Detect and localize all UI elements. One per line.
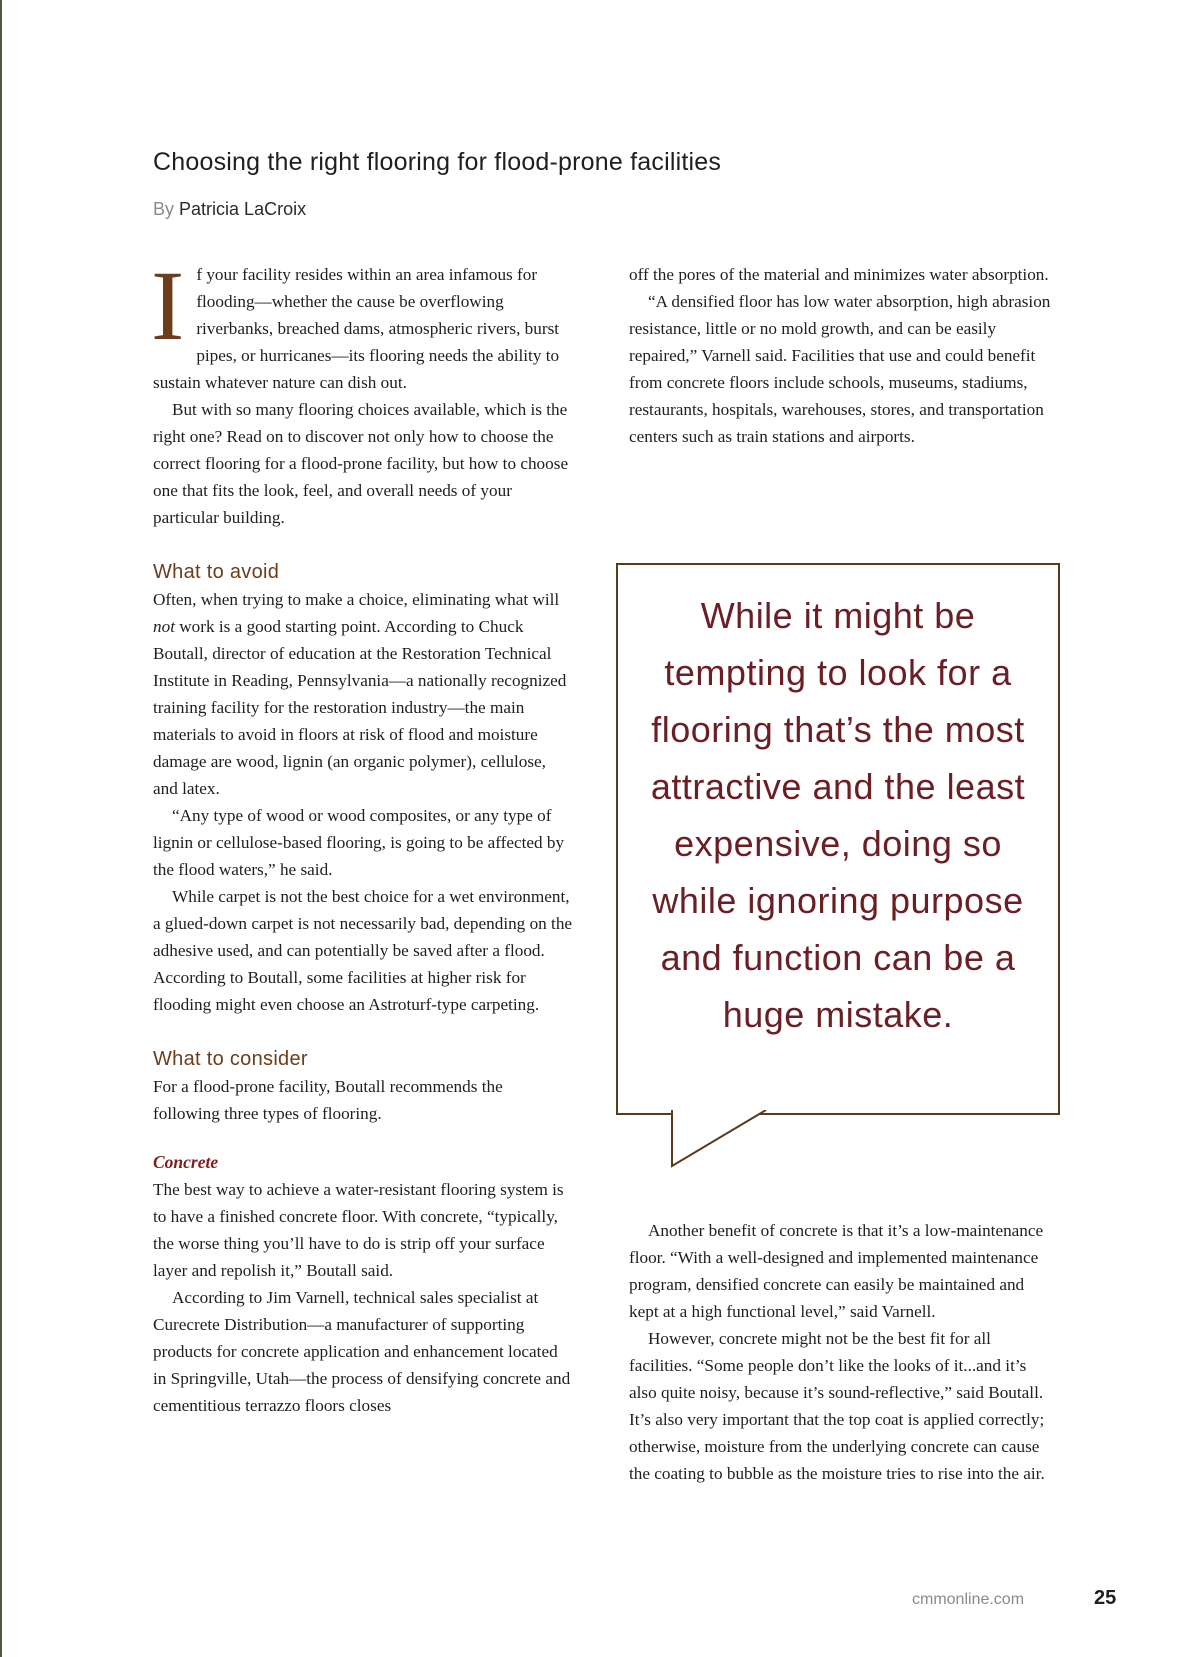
concrete-paragraph-1: The best way to achieve a water-resistant flooring system is to have a finished concrete floor. With concrete, “typically, the worse thing you’ll have to do is strip off your surface layer and repolish it,” Boutall said. <box>153 1180 564 1280</box>
intro-paragraph-1-text: f your facility resides within an area infamous for flooding—whether the cause be overflowing riverbanks, breached dams, atmospheric rivers, burst pipes, or hurricanes—its flooring needs the ability to sustain whatever nature can dish out. <box>153 265 560 392</box>
intro-paragraph-2: But with so many flooring choices available, which is the right one? Read on to discover not only how to choose the correct flooring for a flood-prone facility, but how to choose one that fits the look, feel, and overall needs of your particular building. <box>153 400 569 527</box>
pull-quote-tail <box>666 1110 786 1170</box>
concrete-paragraph-2: According to Jim Varnell, technical sales specialist at Curecrete Distribution—a manufacturer of supporting products for concrete application and enhancement located in Springville, Utah—the process of densifying concrete and cementitious terrazzo floors closes <box>153 1288 571 1415</box>
right-paragraph-1: off the pores of the material and minimizes water absorption. <box>629 265 1049 284</box>
intro-paragraph-1 <box>151 250 573 396</box>
right-column-bottom <box>629 1217 1054 1487</box>
right-paragraph-3: Another benefit of concrete is that it’s a low-maintenance floor. “With a well-designed and implemented maintenance program, densified concrete can easily be maintained and kept at a high functional level,” said Varnell. <box>629 1221 1044 1321</box>
byline <box>153 199 306 220</box>
avoid-paragraph-3: While carpet is not the best choice for a wet environment, a glued-down carpet is not necessarily bad, depending on the adhesive used, and can potentially be saved after a flood. According to Boutall, some facilities at higher risk for flooding might even choose an Astroturf-type carpeting. <box>153 887 573 1014</box>
byline-prefix: By <box>153 199 175 219</box>
author-name: Patricia LaCroix <box>179 199 307 219</box>
pull-quote-text: While it might be tempting to look for a flooring that’s the most attractive and the least expensive, doing so while ignoring purpose and function can be a huge mistake. <box>650 595 1026 1035</box>
emphasis-not: not <box>153 617 175 636</box>
avoid-paragraph-2: “Any type of wood or wood composites, or any type of lignin or cellulose-based flooring, is going to be affected by the flood waters,” he said. <box>153 806 565 879</box>
article-title: Choosing the right flooring for flood-prone facilities <box>153 148 722 176</box>
right-column-top <box>629 261 1054 450</box>
right-paragraph-4: However, concrete might not be the best fit for all facilities. “Some people don’t like the looks of it...and it’s also quite noisy, because it’s sound-reflective,” said Boutall. It’s also very important that the top coat is applied correctly; otherwise, moisture from the underlying concrete can cause the coating to bubble as the moisture tries to rise into the air. <box>629 1329 1045 1483</box>
avoid-paragraph-1-part-b: work is a good starting point. According to Chuck Boutall, director of education at the Restoration Technical Institute in Reading, Pennsylvania—a nationally recognized training facility for the restoration industry—the main materials to avoid in floors at risk of flood and moisture damage are wood, lignin (an organic polymer), cellulose, and latex. <box>153 617 567 798</box>
heading-concrete: Concrete <box>153 1152 219 1172</box>
heading-what-to-consider: What to consider <box>153 1048 308 1070</box>
right-paragraph-2: “A densified floor has low water absorption, high abrasion resistance, little or no mold growth, and can be easily repaired,” Varnell said. Facilities that use and could benefit from concrete floors include schools, museums, stadiums, restaurants, hospitals, warehouses, stores, and transportation centers such as train stations and airports. <box>629 292 1051 446</box>
avoid-paragraph-1 <box>153 586 573 802</box>
footer-site: cmmonline.com <box>912 1591 1025 1608</box>
heading-what-to-avoid: What to avoid <box>153 561 280 583</box>
page-number: 25 <box>1094 1587 1117 1609</box>
left-column <box>151 250 573 1419</box>
consider-paragraph-1: For a flood-prone facility, Boutall recommends the following three types of flooring. <box>153 1077 503 1123</box>
drop-cap: I <box>151 250 185 361</box>
page-edge-line <box>0 0 2 1657</box>
avoid-paragraph-1-part-a: Often, when trying to make a choice, eliminating what will <box>153 590 560 609</box>
